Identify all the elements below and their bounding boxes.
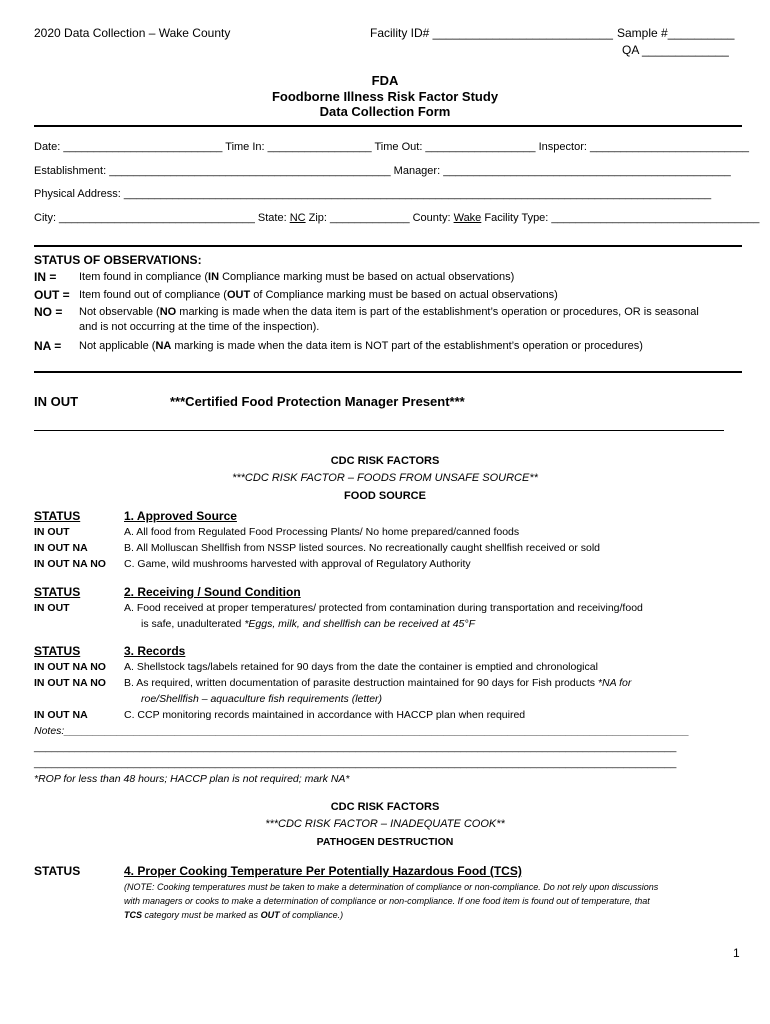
section1-title: CDC RISK FACTORS xyxy=(330,455,440,467)
status-code-no: NO = xyxy=(34,305,63,319)
section1-subtitle: ***CDC RISK FACTOR – FOODS FROM UNSAFE SOURCE** xyxy=(232,472,538,484)
item2-title: 2. Receiving / Sound Condition xyxy=(124,585,301,599)
item3b-status[interactable]: IN OUT NA NO xyxy=(34,677,106,689)
status-code-na: NA = xyxy=(34,339,62,353)
item3c-text: C. CCP monitoring records maintained in accordance with HACCP plan when required xyxy=(124,709,526,721)
item1b-text: B. All Molluscan Shellfish from NSSP listed sources. No recreationally caught shellfish received or sold xyxy=(124,542,601,554)
divider xyxy=(34,371,742,373)
item1c-status[interactable]: IN OUT NA NO xyxy=(34,558,106,570)
item1c-text: C. Game, wild mushrooms harvested with approval of Regulatory Authority xyxy=(124,558,471,570)
item3b-text: B. As required, written documentation of parasite destruction maintained for 90 days for Fish products *NA for xyxy=(124,677,632,689)
facility-id-field[interactable]: Facility ID# ___________________________ xyxy=(370,26,613,40)
physical-address-row[interactable]: Physical Address: ________________________________________________________________________________________________ xyxy=(34,188,712,200)
title-study: Foodborne Illness Risk Factor Study xyxy=(271,89,499,104)
status-desc-na: Not applicable (NA marking is made when the data item is NOT part of the establishment’s operation or procedures) xyxy=(79,340,643,352)
qa-field[interactable]: QA _____________ xyxy=(622,43,729,57)
item1-title: 1. Approved Source xyxy=(124,509,237,523)
status-desc-in: Item found in compliance (IN Compliance marking must be based on actual observations) xyxy=(79,271,515,283)
status-desc-no-line2: and is not occurring at the time of the inspection). xyxy=(79,321,320,333)
section2-heading: PATHOGEN DESTRUCTION xyxy=(316,836,454,848)
item3-status-label: STATUS xyxy=(34,644,81,658)
item3-title: 3. Records xyxy=(124,644,186,658)
item1a-text: A. All food from Regulated Food Processing Plants/ No home prepared/canned foods xyxy=(124,526,520,538)
date-time-inspector-row[interactable]: Date: __________________________ Time In: _________________ Time Out: __________________ Inspector: __________________________ xyxy=(34,141,750,153)
status-heading: STATUS OF OBSERVATIONS: xyxy=(34,253,202,267)
rop-note: *ROP for less than 48 hours; HACCP plan is not required; mark NA* xyxy=(34,773,350,785)
item1a-status[interactable]: IN OUT xyxy=(34,526,70,538)
item2-status-label: STATUS xyxy=(34,585,81,599)
item4-status-label: STATUS xyxy=(34,864,81,878)
item3c-status[interactable]: IN OUT NA xyxy=(34,709,88,721)
item2a-status[interactable]: IN OUT xyxy=(34,602,70,614)
item2a-text-line2: is safe, unadulterated *Eggs, milk, and shellfish can be received at 45°F xyxy=(141,618,475,630)
item3b-text-line2: roe/Shellfish – aquaculture fish requirements (letter) xyxy=(141,693,383,705)
section1-heading: FOOD SOURCE xyxy=(344,490,426,502)
cfpm-label: ***Certified Food Protection Manager Present*** xyxy=(170,394,465,409)
status-code-out: OUT = xyxy=(34,288,70,302)
title-fda: FDA xyxy=(371,73,399,88)
section2-title: CDC RISK FACTORS xyxy=(330,801,440,813)
city-label: City: ________________________________ State: xyxy=(34,212,290,224)
status-code-in: IN = xyxy=(34,270,57,284)
title-form: Data Collection Form xyxy=(319,104,451,119)
item3a-text: A. Shellstock tags/labels retained for 90 days from the date the container is emptied and chronological xyxy=(124,661,598,673)
state-value: NC xyxy=(289,212,306,224)
item1-status-label: STATUS xyxy=(34,509,81,523)
cfpm-in-out[interactable]: IN OUT xyxy=(34,394,79,409)
establishment-manager-row[interactable]: Establishment: ______________________________________________ Manager: _______________________________________________ xyxy=(34,165,731,177)
city-state-county-row[interactable] xyxy=(34,212,759,224)
divider xyxy=(34,125,742,127)
item4-note-line3: TCS category must be marked as OUT of compliance.) xyxy=(124,910,344,920)
sample-number-field[interactable]: Sample #__________ xyxy=(617,26,735,40)
page-number: 1 xyxy=(733,946,740,960)
divider xyxy=(34,245,742,247)
item1b-status[interactable]: IN OUT NA xyxy=(34,542,88,554)
status-desc-no: Not observable (NO marking is made when the data item is part of the establishment’s operation or procedures, OR is seasonal xyxy=(79,306,699,318)
header-left: 2020 Data Collection – Wake County xyxy=(34,26,231,40)
item4-title: 4. Proper Cooking Temperature Per Potentially Hazardous Food (TCS) xyxy=(124,864,522,878)
notes-line-2[interactable]: ______________________________________________________________________________________________________________ xyxy=(34,741,677,753)
facility-type-label: Facility Type: __________________________________ xyxy=(481,212,760,224)
zip-county-label: Zip: _____________ County: xyxy=(305,212,454,224)
item3a-status[interactable]: IN OUT NA NO xyxy=(34,661,106,673)
notes-field[interactable]: Notes:___________________________________________________________________________________________________________ xyxy=(34,725,690,737)
divider xyxy=(34,430,724,431)
item4-note-line2: with managers or cooks to make a determination of compliance or non-compliance. If one food item is found out of temperature, that xyxy=(124,896,650,906)
item4-note-line1: (NOTE: Cooking temperatures must be taken to make a determination of compliance or non-compliance. Do not rely upon discussions xyxy=(124,882,659,892)
item2a-text: A. Food received at proper temperatures/ protected from contamination during transportation and receiving/food xyxy=(124,602,643,614)
county-value: Wake xyxy=(453,212,482,224)
status-desc-out: Item found out of compliance (OUT of Compliance marking must be based on actual observations) xyxy=(79,289,558,301)
notes-line-3[interactable]: ______________________________________________________________________________________________________________ xyxy=(34,757,677,769)
section2-subtitle: ***CDC RISK FACTOR – INADEQUATE COOK** xyxy=(265,818,505,830)
